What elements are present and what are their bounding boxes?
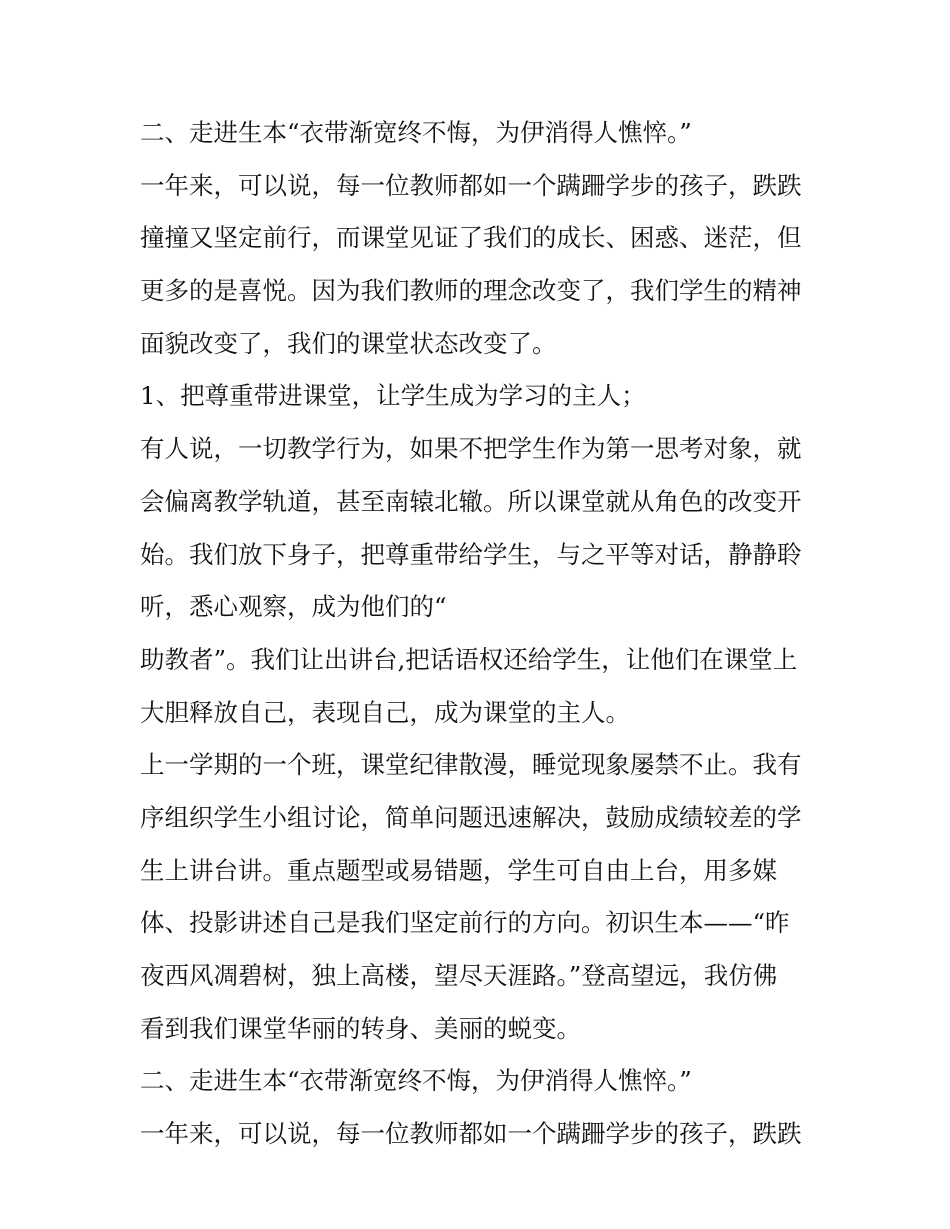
- paragraph-line: 上一学期的一个班，课堂纪律散漫，睡觉现象屡禁不止。我有: [140, 750, 802, 780]
- paragraph-line: 看到我们课堂华丽的转身、美丽的蜕变。: [140, 1013, 581, 1043]
- paragraph-line: 会偏离教学轨道，甚至南辕北辙。所以课堂就从角色的改变开: [140, 486, 802, 516]
- subsection-heading: 1、把尊重带进课堂，让学生成为学习的主人；: [140, 381, 646, 411]
- paragraph-line: 序组织学生小组讨论，简单问题迅速解决，鼓励成绩较差的学: [140, 802, 802, 832]
- document-body: [140, 107, 820, 1161]
- paragraph-line: 撞撞又坚定前行，而课堂见证了我们的成长、困惑、迷茫，但: [140, 223, 802, 253]
- paragraph-line: 听，悉心观察，成为他们的“: [140, 592, 447, 622]
- paragraph-line: 大胆释放自己，表现自己，成为课堂的主人。: [140, 697, 630, 727]
- section-heading: 二、走进生本“衣带渐宽终不悔，为伊消得人憔悴。”: [140, 1066, 692, 1096]
- paragraph-line: 面貌改变了，我们的课堂状态改变了。: [140, 328, 557, 358]
- paragraph-line: 更多的是喜悦。因为我们教师的理念改变了，我们学生的精神: [140, 276, 802, 306]
- paragraph-line: 始。我们放下身子，把尊重带给学生，与之平等对话，静静聆: [140, 539, 802, 569]
- section-heading: 二、走进生本“衣带渐宽终不悔，为伊消得人憔悴。”: [140, 118, 692, 147]
- paragraph-line: 夜西风凋碧树，独上高楼，望尽天涯路。”登高望远，我仿佛: [140, 961, 778, 990]
- paragraph-line: 体、投影讲述自己是我们坚定前行的方向。初识生本——“昨: [140, 908, 790, 938]
- paragraph-line: 助教者”。我们让出讲台,把话语权还给学生，让他们在课堂上: [140, 644, 798, 674]
- paragraph-line: 一年来，可以说，每一位教师都如一个蹒跚学步的孩子，跌跌: [140, 1119, 802, 1149]
- paragraph-line: 生上讲台讲。重点题型或易错题，学生可自由上台，用多媒: [140, 855, 777, 885]
- paragraph-line: 有人说，一切教学行为，如果不把学生作为第一思考对象，就: [140, 434, 802, 464]
- paragraph-line: 一年来，可以说，每一位教师都如一个蹒跚学步的孩子，跌跌: [140, 170, 802, 200]
